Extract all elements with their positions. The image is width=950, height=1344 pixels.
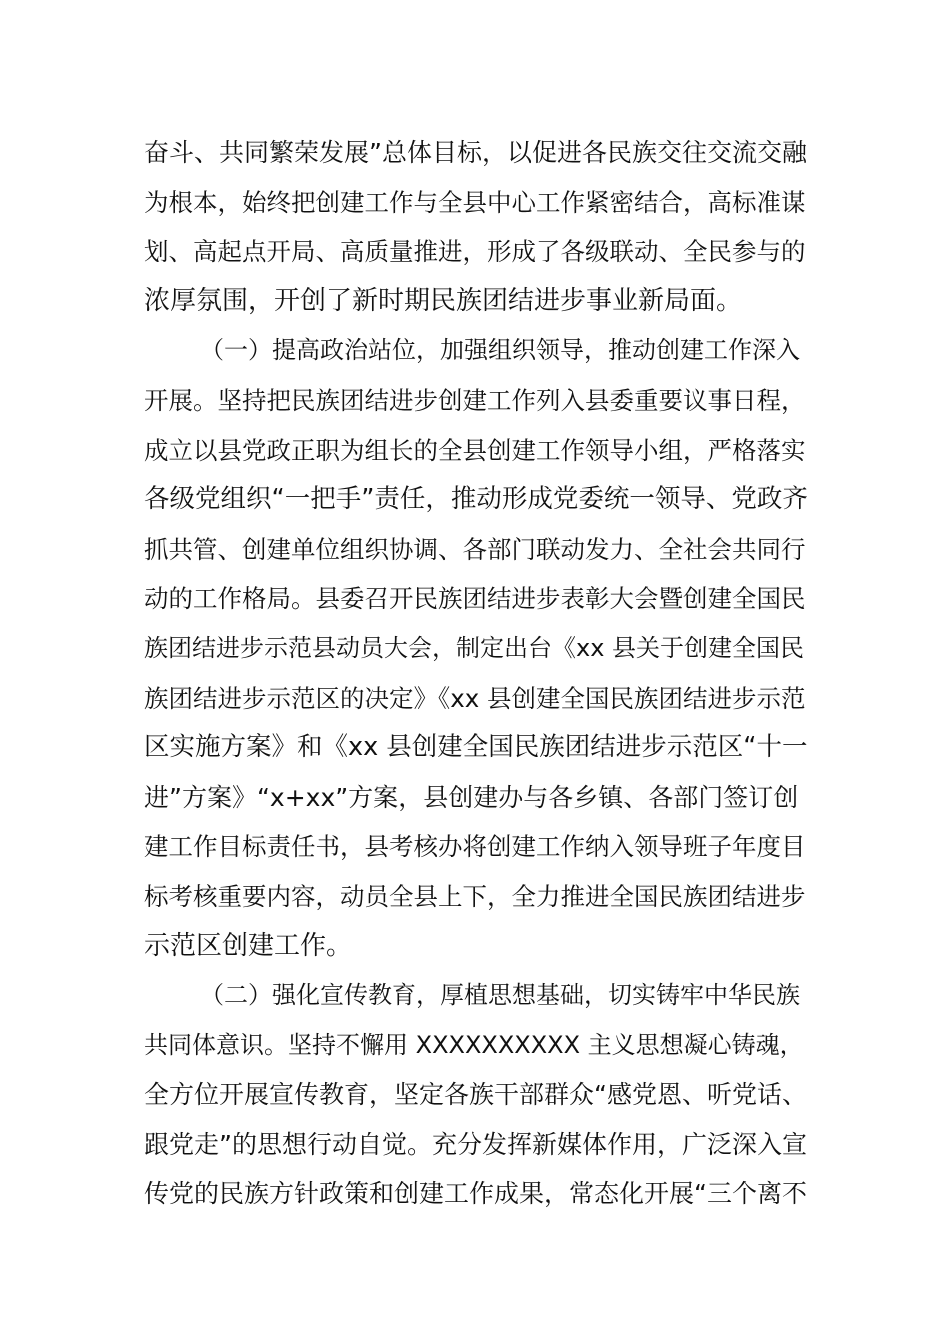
section-heading-line: （一）提高政治站位，加强组织领导，推动创建工作深入 (200, 336, 800, 365)
text-line: 开展。坚持把民族团结进步创建工作列入县委重要议事日程， (144, 385, 806, 415)
text-line: 传党的民族方针政策和创建工作成果，常态化开展“三个离不 (144, 1179, 807, 1209)
text-line: 动的工作格局。县委召开民族团结进步表彰大会暨创建全国民 (144, 584, 806, 614)
text-line: 成立以县党政正职为组长的全县创建工作领导小组，严格落实 (144, 435, 806, 465)
text-line: 划、高起点开局、高质量推进，形成了各级联动、全民参与的 (144, 237, 806, 267)
text-line: 示范区创建工作。 (144, 930, 353, 961)
text-line: 全方位开展宣传教育，坚定各族干部群众“感党恩、听党话、 (144, 1080, 807, 1110)
text-line: 族团结进步示范县动员大会，制定出台《xx 县关于创建全国民 (144, 633, 805, 662)
text-line: 区实施方案》和《xx 县创建全国民族团结进步示范区“十一 (144, 732, 808, 763)
text-line: 族团结进步示范区的决定》《xx 县创建全国民族团结进步示范 (144, 683, 806, 713)
text-line: 抓共管、创建单位组织协调、各部门联动发力、全社会共同行 (144, 534, 806, 564)
text-line: 奋斗、共同繁荣发展”总体目标，以促进各民族交往交流交融 (144, 138, 807, 167)
text-line: 各级党组织“一把手”责任，推动形成党委统一领导、党政齐 (144, 484, 808, 515)
text-line: 进”方案》“x+xx”方案，县创建办与各乡镇、各部门签订创 (144, 782, 799, 812)
body-text (144, 128, 808, 1219)
text-line: 跟党走”的思想行动自觉。充分发挥新媒体作用，广泛深入宣 (144, 1129, 807, 1159)
section-heading-line: （二）强化宣传教育，厚植思想基础，切实铸牢中华民族 (200, 981, 800, 1010)
text-line: 标考核重要内容，动员全县上下，全力推进全国民族团结进步 (144, 881, 806, 911)
text-line: 为根本，始终把创建工作与全县中心工作紧密结合，高标准谋 (144, 187, 806, 217)
text-line: 建工作目标责任书，县考核办将创建工作纳入领导班子年度目 (144, 832, 806, 862)
text-line: 浓厚氛围，开创了新时期民族团结进步事业新局面。 (144, 285, 743, 316)
text-line: 共同体意识。坚持不懈用 XXXXXXXXXX 主义思想凝心铸魂， (144, 1030, 804, 1059)
